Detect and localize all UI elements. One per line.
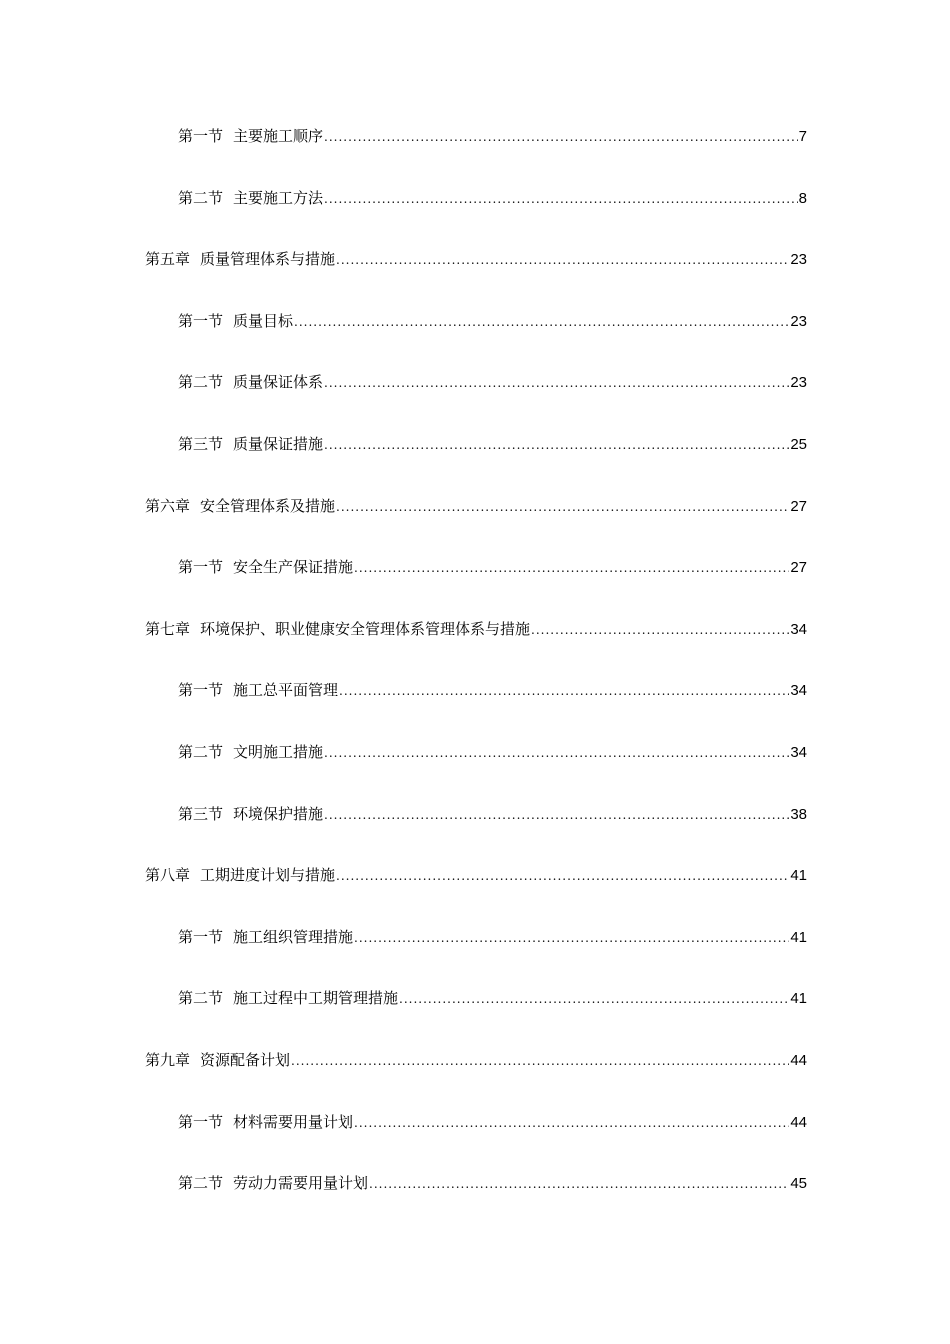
toc-page-number: 23 [790,312,807,330]
toc-entry-title: 施工组织管理措施 [233,927,354,946]
toc-page-number: 34 [790,620,807,638]
toc-entry-title: 环境保护措施 [233,804,324,823]
toc-entry-label [178,186,323,210]
toc-entry-number: 第一节 [178,127,224,145]
toc-entry-label [178,1110,353,1134]
toc-page-number: 41 [790,867,807,885]
toc-entry-title: 施工总平面管理 [233,681,339,700]
toc-entry[interactable] [145,1171,807,1233]
toc-entry-number: 第一节 [178,1112,224,1131]
toc-entry-label [178,802,323,826]
toc-entry-label [145,247,335,271]
toc-page-number: 25 [790,435,807,453]
toc-entry-title: 质量保证体系 [233,373,324,392]
toc-page-number: 27 [790,559,807,577]
toc-page-number: 38 [790,805,807,823]
toc-entry[interactable] [145,1048,807,1110]
toc-entry-title: 环境保护、职业健康安全管理体系管理体系与措施 [200,619,531,638]
toc-entry-number: 第一节 [178,681,224,700]
toc-entry-title: 质量保证措施 [233,434,324,453]
toc-dot-leader [531,618,789,642]
toc-entry[interactable] [145,370,807,432]
toc-entry-title: 安全生产保证措施 [233,558,354,577]
toc-dot-leader [324,803,789,827]
toc-entry-number: 第二节 [178,373,224,392]
toc-entry[interactable] [145,802,807,864]
toc-dot-leader [324,125,798,149]
toc-entry-title: 主要施工方法 [233,188,324,207]
toc-entry-number: 第三节 [178,434,224,453]
toc-page-number: 7 [798,128,807,145]
toc-entry-label [178,555,353,579]
toc-dot-leader [324,741,789,765]
toc-dot-leader [324,187,798,211]
toc-entry[interactable] [145,678,807,740]
toc-entry-label [145,863,335,887]
toc-entry-number: 第二节 [178,1174,224,1193]
toc-dot-leader [399,987,789,1011]
toc-entry-title: 资源配备计划 [200,1050,291,1069]
toc-entry-number: 第二节 [178,742,224,761]
toc-dot-leader [336,248,789,272]
toc-entry[interactable] [145,986,807,1048]
toc-entry[interactable] [145,124,807,186]
toc-entry-number: 第二节 [178,188,224,207]
toc-dot-leader [336,495,789,519]
toc-page-number: 41 [790,990,807,1008]
toc-entry[interactable] [145,925,807,987]
toc-entry[interactable] [145,863,807,925]
toc-entry-title: 质量管理体系与措施 [200,250,336,269]
toc-entry-title: 安全管理体系及措施 [200,496,336,515]
toc-dot-leader [369,1172,789,1196]
toc-entry-label [178,740,323,764]
toc-page-number: 23 [790,251,807,269]
toc-entry-label [178,986,398,1010]
toc-entry-label [178,1171,368,1195]
toc-dot-leader [354,556,789,580]
toc-entry-title: 材料需要用量计划 [233,1112,354,1131]
toc-entry-number: 第一节 [178,558,224,577]
toc-dot-leader [291,1049,789,1073]
toc-page-number: 45 [790,1175,807,1193]
toc-entry[interactable] [145,1110,807,1172]
toc-entry-number: 第九章 [145,1050,191,1069]
toc-entry-title: 工期进度计划与措施 [200,866,336,885]
toc-entry-label [178,370,323,394]
toc-entry[interactable] [145,740,807,802]
toc-page-number: 44 [790,1051,807,1069]
toc-dot-leader [294,310,789,334]
toc-dot-leader [354,926,789,950]
toc-entry-number: 第五章 [145,250,191,269]
toc-dot-leader [339,679,789,703]
table-of-contents [145,124,807,1233]
toc-entry-title: 质量目标 [233,311,294,330]
toc-page-number: 23 [790,374,807,392]
toc-entry-number: 第八章 [145,866,191,885]
toc-entry[interactable] [145,432,807,494]
toc-entry-number: 第一节 [178,927,224,946]
toc-entry-label [145,1048,290,1072]
toc-entry-number: 第一节 [178,311,224,330]
toc-entry[interactable] [145,555,807,617]
toc-entry-number: 第六章 [145,496,191,515]
toc-entry-title: 施工过程中工期管理措施 [233,989,399,1008]
toc-dot-leader [324,371,789,395]
toc-page-number: 34 [790,743,807,761]
toc-entry-label [178,309,293,333]
toc-dot-leader [354,1111,789,1135]
toc-page-number: 41 [790,928,807,946]
toc-entry-label [145,617,530,641]
toc-entry-label [178,925,353,949]
toc-page-number: 27 [790,497,807,515]
toc-entry-label [178,124,323,148]
toc-entry[interactable] [145,247,807,309]
toc-page-number: 44 [790,1113,807,1131]
toc-entry[interactable] [145,309,807,371]
toc-page-number: 34 [790,682,807,700]
toc-entry-label [145,494,335,518]
toc-entry-label [178,432,323,456]
toc-entry[interactable] [145,617,807,679]
toc-entry-number: 第七章 [145,619,191,638]
toc-entry[interactable] [145,494,807,556]
toc-entry-title: 文明施工措施 [233,742,324,761]
toc-page-number: 8 [798,189,807,207]
toc-dot-leader [324,433,789,457]
toc-entry-number: 第三节 [178,804,224,823]
toc-entry[interactable] [145,186,807,248]
toc-entry-label [178,678,338,702]
toc-entry-title: 劳动力需要用量计划 [233,1174,369,1193]
toc-entry-title: 主要施工顺序 [233,127,324,145]
toc-entry-number: 第二节 [178,989,224,1008]
toc-dot-leader [336,864,789,888]
